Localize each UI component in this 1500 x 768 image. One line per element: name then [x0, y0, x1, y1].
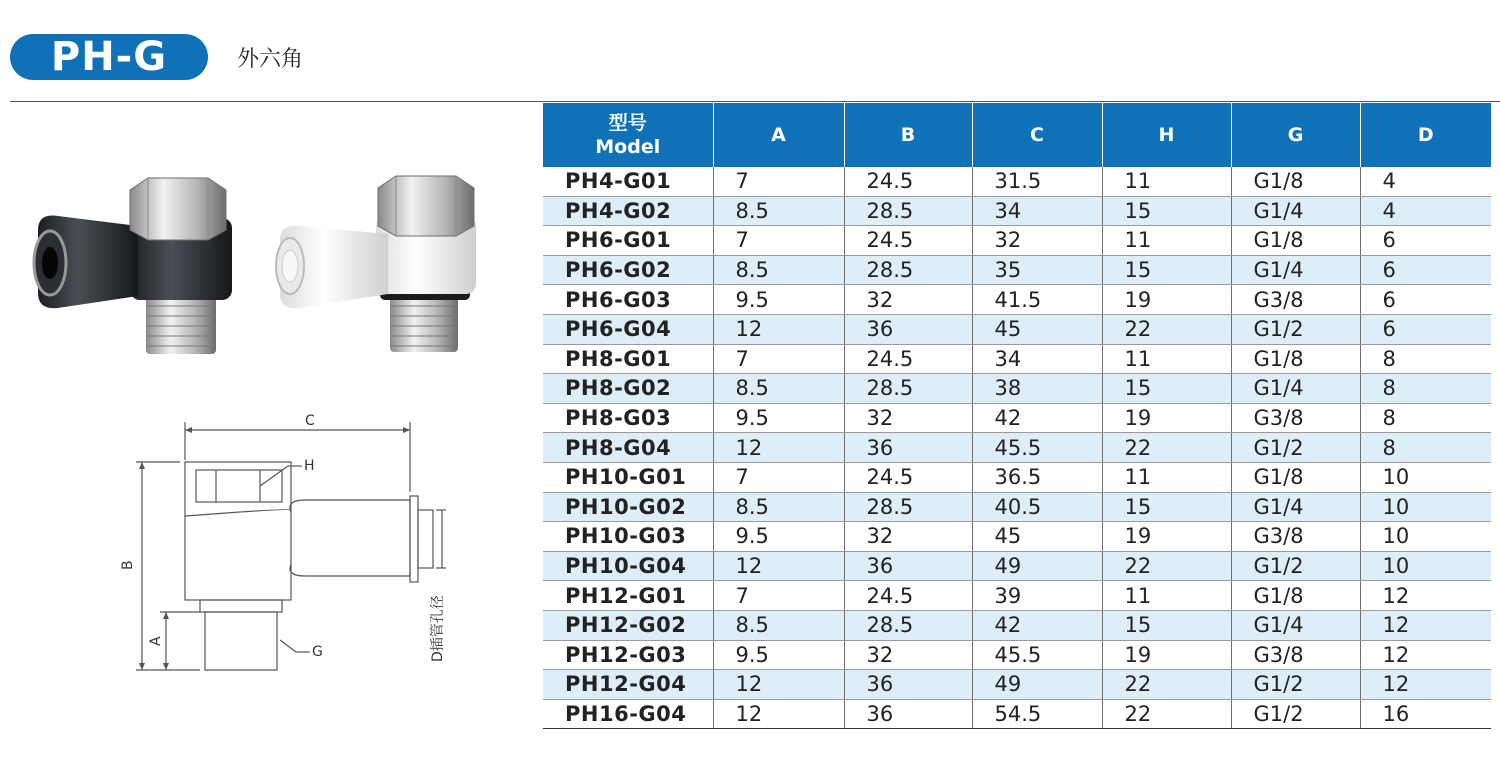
cell-c: 42 — [972, 403, 1102, 433]
header-divider — [10, 101, 1500, 102]
cell-h: 11 — [1102, 226, 1231, 256]
cell-c: 45 — [972, 314, 1102, 344]
cell-a: 8.5 — [713, 196, 844, 226]
col-header-d: D — [1360, 103, 1491, 167]
cell-c: 49 — [972, 670, 1102, 700]
table-row — [543, 640, 1491, 670]
cell-d: 10 — [1360, 551, 1491, 581]
cell-d: 4 — [1360, 167, 1491, 196]
col-header-c: C — [972, 103, 1102, 167]
spec-table — [543, 103, 1491, 729]
cell-d: 8 — [1360, 433, 1491, 463]
cell-model: PH8-G04 — [543, 433, 713, 463]
table-row — [543, 226, 1491, 256]
cell-h: 19 — [1102, 403, 1231, 433]
cell-b: 28.5 — [844, 255, 972, 285]
cell-model: PH4-G02 — [543, 196, 713, 226]
table-row — [543, 255, 1491, 285]
cell-d: 8 — [1360, 403, 1491, 433]
cell-b: 28.5 — [844, 492, 972, 522]
cell-model: PH12-G04 — [543, 670, 713, 700]
cell-h: 22 — [1102, 670, 1231, 700]
table-row — [543, 581, 1491, 611]
cell-model: PH6-G03 — [543, 285, 713, 315]
cell-b: 32 — [844, 285, 972, 315]
cell-c: 36.5 — [972, 462, 1102, 492]
cell-d: 4 — [1360, 196, 1491, 226]
cell-a: 8.5 — [713, 255, 844, 285]
cell-c: 31.5 — [972, 167, 1102, 196]
table-row — [543, 433, 1491, 463]
cell-h: 22 — [1102, 433, 1231, 463]
table-row — [543, 522, 1491, 552]
table-row — [543, 196, 1491, 226]
white-fitting — [276, 176, 476, 352]
cell-model: PH12-G01 — [543, 581, 713, 611]
cell-h: 11 — [1102, 344, 1231, 374]
cell-a: 9.5 — [713, 522, 844, 552]
cell-h: 11 — [1102, 167, 1231, 196]
dim-label-c: C — [305, 413, 315, 429]
table-row — [543, 403, 1491, 433]
dim-label-g: G — [312, 644, 323, 660]
cell-b: 28.5 — [844, 374, 972, 404]
cell-c: 40.5 — [972, 492, 1102, 522]
cell-a: 7 — [713, 462, 844, 492]
cell-g: G1/4 — [1231, 374, 1360, 404]
cell-a: 12 — [713, 699, 844, 729]
cell-b: 36 — [844, 670, 972, 700]
cell-h: 19 — [1102, 522, 1231, 552]
table-row — [543, 610, 1491, 640]
cell-b: 32 — [844, 403, 972, 433]
table-row — [543, 314, 1491, 344]
cell-d: 6 — [1360, 226, 1491, 256]
dim-label-d: D插管孔径 — [430, 595, 446, 662]
table-row — [543, 699, 1491, 729]
cell-c: 54.5 — [972, 699, 1102, 729]
cell-a: 7 — [713, 344, 844, 374]
cell-b: 28.5 — [844, 196, 972, 226]
table-row — [543, 551, 1491, 581]
cell-model: PH12-G03 — [543, 640, 713, 670]
cell-a: 8.5 — [713, 374, 844, 404]
cell-model: PH6-G04 — [543, 314, 713, 344]
cell-b: 36 — [844, 314, 972, 344]
cell-g: G1/2 — [1231, 433, 1360, 463]
col-header-b: B — [844, 103, 972, 167]
cell-h: 15 — [1102, 196, 1231, 226]
cell-a: 8.5 — [713, 610, 844, 640]
black-fitting — [34, 178, 232, 354]
cell-c: 45.5 — [972, 640, 1102, 670]
cell-d: 12 — [1360, 581, 1491, 611]
cell-d: 6 — [1360, 255, 1491, 285]
col-header-a: A — [713, 103, 844, 167]
col-header-model — [543, 103, 713, 167]
cell-b: 36 — [844, 433, 972, 463]
cell-a: 12 — [713, 433, 844, 463]
cell-c: 34 — [972, 196, 1102, 226]
cell-h: 22 — [1102, 551, 1231, 581]
cell-h: 22 — [1102, 699, 1231, 729]
cell-model: PH4-G01 — [543, 167, 713, 196]
cell-c: 45.5 — [972, 433, 1102, 463]
cell-a: 9.5 — [713, 640, 844, 670]
cell-b: 24.5 — [844, 344, 972, 374]
cell-c: 41.5 — [972, 285, 1102, 315]
cell-h: 11 — [1102, 581, 1231, 611]
col-header-g: G — [1231, 103, 1360, 167]
cell-model: PH10-G02 — [543, 492, 713, 522]
cell-h: 15 — [1102, 610, 1231, 640]
cell-g: G1/8 — [1231, 167, 1360, 196]
dim-label-a: A — [148, 636, 164, 646]
cell-d: 12 — [1360, 670, 1491, 700]
cell-h: 15 — [1102, 255, 1231, 285]
cell-g: G3/8 — [1231, 403, 1360, 433]
cell-d: 10 — [1360, 492, 1491, 522]
cell-g: G1/8 — [1231, 344, 1360, 374]
cell-d: 16 — [1360, 699, 1491, 729]
cell-model: PH16-G04 — [543, 699, 713, 729]
table-row — [543, 344, 1491, 374]
cell-h: 19 — [1102, 285, 1231, 315]
cell-b: 24.5 — [844, 226, 972, 256]
cell-d: 10 — [1360, 522, 1491, 552]
cell-h: 19 — [1102, 640, 1231, 670]
cell-c: 39 — [972, 581, 1102, 611]
cell-a: 12 — [713, 551, 844, 581]
cell-d: 12 — [1360, 610, 1491, 640]
cell-d: 6 — [1360, 285, 1491, 315]
cell-g: G1/4 — [1231, 492, 1360, 522]
table-row — [543, 462, 1491, 492]
dimension-drawing — [110, 400, 480, 690]
cell-b: 24.5 — [844, 462, 972, 492]
cell-model: PH8-G03 — [543, 403, 713, 433]
col-header-h: H — [1102, 103, 1231, 167]
cell-g: G1/2 — [1231, 551, 1360, 581]
cell-d: 12 — [1360, 640, 1491, 670]
cell-c: 49 — [972, 551, 1102, 581]
cell-a: 7 — [713, 167, 844, 196]
series-subtitle: 外六角 — [237, 47, 304, 72]
cell-model: PH10-G04 — [543, 551, 713, 581]
cell-a: 9.5 — [713, 285, 844, 315]
cell-c: 38 — [972, 374, 1102, 404]
cell-b: 36 — [844, 699, 972, 729]
cell-g: G1/2 — [1231, 314, 1360, 344]
cell-a: 12 — [713, 314, 844, 344]
col-header-model-en: Model — [595, 136, 661, 158]
dim-label-h: H — [304, 458, 315, 474]
cell-d: 8 — [1360, 374, 1491, 404]
cell-c: 32 — [972, 226, 1102, 256]
cell-a: 9.5 — [713, 403, 844, 433]
cell-c: 34 — [972, 344, 1102, 374]
cell-c: 35 — [972, 255, 1102, 285]
cell-c: 42 — [972, 610, 1102, 640]
table-header-row — [543, 103, 1491, 167]
cell-g: G1/8 — [1231, 226, 1360, 256]
cell-g: G1/8 — [1231, 462, 1360, 492]
cell-g: G1/4 — [1231, 196, 1360, 226]
cell-b: 24.5 — [844, 167, 972, 196]
cell-a: 8.5 — [713, 492, 844, 522]
cell-h: 11 — [1102, 462, 1231, 492]
cell-h: 15 — [1102, 374, 1231, 404]
cell-model: PH8-G02 — [543, 374, 713, 404]
cell-g: G1/4 — [1231, 610, 1360, 640]
cell-c: 45 — [972, 522, 1102, 552]
cell-model: PH10-G01 — [543, 462, 713, 492]
cell-g: G1/2 — [1231, 699, 1360, 729]
cell-a: 7 — [713, 226, 844, 256]
cell-g: G3/8 — [1231, 640, 1360, 670]
cell-b: 36 — [844, 551, 972, 581]
cell-g: G3/8 — [1231, 285, 1360, 315]
series-badge: PH-G — [10, 34, 208, 80]
cell-a: 7 — [713, 581, 844, 611]
table-row — [543, 374, 1491, 404]
cell-h: 15 — [1102, 492, 1231, 522]
cell-model: PH10-G03 — [543, 522, 713, 552]
table-row — [543, 492, 1491, 522]
cell-g: G1/2 — [1231, 670, 1360, 700]
cell-g: G1/4 — [1231, 255, 1360, 285]
cell-g: G3/8 — [1231, 522, 1360, 552]
cell-d: 10 — [1360, 462, 1491, 492]
dim-label-b: B — [120, 560, 136, 570]
cell-model: PH12-G02 — [543, 610, 713, 640]
cell-model: PH6-G01 — [543, 226, 713, 256]
cell-model: PH8-G01 — [543, 344, 713, 374]
cell-g: G1/8 — [1231, 581, 1360, 611]
cell-d: 8 — [1360, 344, 1491, 374]
table-row — [543, 167, 1491, 196]
cell-b: 32 — [844, 640, 972, 670]
col-header-model-cn: 型号 — [608, 112, 647, 134]
table-row — [543, 285, 1491, 315]
cell-b: 28.5 — [844, 610, 972, 640]
cell-a: 12 — [713, 670, 844, 700]
product-photo — [18, 168, 493, 368]
cell-b: 32 — [844, 522, 972, 552]
cell-d: 6 — [1360, 314, 1491, 344]
table-row — [543, 670, 1491, 700]
cell-model: PH6-G02 — [543, 255, 713, 285]
cell-b: 24.5 — [844, 581, 972, 611]
cell-h: 22 — [1102, 314, 1231, 344]
